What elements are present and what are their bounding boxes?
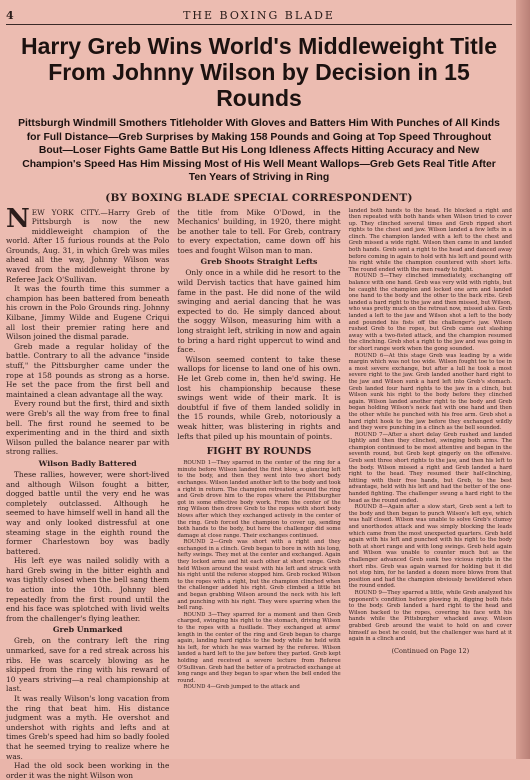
round-paragraph: ROUND 8—Again after a slow start, Greb sent a left to the body and then began to punch Wilson's left eye, which was half closed. Wilson was unable to solve Greb's clumsy and unorthodox attack and was simply blocking the leads which came from the most unexpected quarters. Greb held again with his left and punched with his right to the body both at short range and with long swings. Greb held again and Wilson was unable to counter much but as the challenger advanced Greb sunk two vicious rights in the short ribs. Greb was again warned for holding but it did not stop him, for he landed a dozen more blows from that position and had the champion obviously bewildered when the round ended.: [349, 504, 512, 590]
drop-cap: N: [6, 209, 30, 229]
column-1: [6, 208, 169, 780]
byline: (BY BOXING BLADE SPECIAL CORRESPONDENT): [6, 192, 512, 204]
paragraph: It was really Wilson's long vacation from the ring that beat him. His distance judgment was a myth. He overshot and undershot with rights and lefts and at times Greb's speed had him so badly fooled that he seemed trying to realize where he was.: [6, 694, 169, 761]
round-paragraph: ROUND 6—At this stage Greb was leading by a wide margin which was not too wide. Wilson fought toe to toe in a most severe exchange, but after a lull he took a most severe right to the jaw. Greb landed another hard right to the jaw and Wilson sunk a hard left into Greb's stomach. Greb landed four hard rights to the jaw in a clinch, but Wilson sunk his right to the body before they clinched again. Wilson landed another right to the body and Greb began holding Wilson's neck fast with one hand and then the other while he punched with his free arm. Greb shot a hard right hook to the jaw before they exchanged wildly and they were punching in a clinch as the bell sounded.: [349, 353, 512, 432]
page-number: 4: [6, 9, 146, 22]
paragraph: the title from Mike O'Dowd, in the Mechanics' building, in 1920, there might be another tale to tell. For Greb, contrary to every expectation, came down off his toes and fought Wilson man to man.: [177, 208, 340, 256]
deck: Pittsburgh Windmill Smothers Titleholder With Gloves and Batters Him With Punches of All Kinds for Full Distance—Greb Surprises by Making 158 Pounds and Going at Top Speed Throughout Bout—Loser Fights Game Battle But His Long Idleness Affects Hitting Accuracy and New Champion's Speed Has Him Missing Most of His Well Meant Wallops—Greb Gets Real Title After Ten Years of Striving in Ring: [14, 117, 504, 185]
paragraph: Wilson seemed content to take these wallops for license to land one of his own. He let Greb come in, then he'd swing. He lost his championship because these swings went wide of their mark. It is doubtful if five of them landed solidly in the 15 rounds, while Greb, notoriously a weak hitter, was blistering in rights and lefts that piled up his mountain of points.: [177, 355, 340, 441]
round-paragraph: ROUND 1—They sparred in the center of the ring for a minute before Wilson landed the first blow, a glancing left to the body, and then they went into two short body exchanges. Wilson landed another left to the body and took a right in return. The champion retreated around the ring and Greb drove him to the ropes where the Pittsburgher got in some effective body work. From the center of the ring Wilson then drove Greb to the ropes with short body blows after which they exchanged actively in the center of the ring. Greb forced the champion to cover up, sending both hands to the body, but here the challenger did some damage at close range. Their exchanges continued.: [177, 460, 340, 539]
round-paragraph: ROUND 5—They clinched immediately, exchanging off balance with one hand. Greb was very wild with rights, but he caught the champion and locked one arm and landed one hand to the body and the other to the back ribs. Greb landed a hard right to the jaw and then missed, but Wilson, who was pretty much on the retreat now, missed also. Greb landed a left to the jaw and Wilson shot a left to the body and pounded his fists off the challenger's jaw. Wilson rushed Greb to the ropes, but Greb came out slashing away with a two-fisted attack, and the champion resumed the clinching. Greb shot a right to the jaw and was going in for short range work when the gong sounded.: [349, 273, 512, 352]
page-binding-edge: [516, 0, 530, 759]
round-paragraph: ROUND 4—Greb jumped to the attack and: [177, 684, 340, 691]
paragraph: Greb made a regular holiday of the battle. Contrary to all the advance "inside stuff," the Pittsburgher came under the rope at 158 pounds as strong as a horse. He set the pace from the first bell and maintained a clean advantage all the way.: [6, 342, 169, 400]
column-3: [349, 208, 512, 780]
round-paragraph: ROUND 2—Greb was short with a right and they exchanged in a clinch. Greb began to bore in with his long, hefty swings. They met at the center and exchanged. Again they locked arms and hit each other at short range. Greb held Wilson around the waist with his left and struck with his right until the referee stopped him. Greb rocked Wilson to the ropes with a right, but the champion clinched when the challenger added his right. Greb climbed a little bit and began grabbing Wilson around the neck with his left and punching with his right. They were sparring when the bell rang.: [177, 539, 340, 612]
paragraph: Had the old sock been working in the order it was the night Wilson won: [6, 761, 169, 780]
round-paragraph: ROUND 7—After a short delay Greb rushed and landed lightly and then they clinched, swinging both arms. The champion continued to be most attentive and began in the seventh round, but Greb kept gingerly on the offensive. Greb sent three short rights to the jaw, and then his left to the body. Wilson missed a right and Greb landed a hard right to the head. They resumed their half-clinching, hitting with their free hands, but Greb, to the best advantage, held with his left and had the better of the one-handed fighting. The challenger swung a hard right to the head as the round ended.: [349, 432, 512, 505]
page-header: [6, 6, 512, 25]
round-paragraph: landed both hands to the head. He blocked a right and then repeated with both hands when Wilson tried to cover up. They clinched several times and Greb ripped short rights to the chest and jaw. Wilson landed a few lefts in a clinch. The champion landed with a left to the chest and Greb missed a wide right. Wilson then came in and landed both hands. Greb sent a right to the head and danced away before coming in again to hold with his left and pound with his right while the champion countered with short lefts. The round ended with the men ready to fight.: [349, 208, 512, 274]
rounds-heading: FIGHT BY ROUNDS: [177, 445, 340, 458]
column-2: [177, 208, 340, 780]
paragraph: It was the fourth time this summer a champion has been battered from beneath his crown in the Polo Grounds ring. Johnny Kilbane, Jimmy Wilde and Eugene Criqui all lost their premier rating here and Wilson joined the dismal parade.: [6, 284, 169, 342]
article-columns: [6, 208, 512, 780]
subhead: Greb Shoots Straight Lefts: [177, 257, 340, 267]
round-paragraph: ROUND 9—They sparred a little, while Greb analyzed his opponent's condition before plowing in, digging both fists to the body. Greb landed a hard right to the head and Wilson backed to the ropes, covering his face with his hands while the Pittsburgher whacked away. Wilson grabbed Greb around the waist to hold on and cover himself as best he could, but the challenger was hard at it again in a clinch and: [349, 590, 512, 643]
subhead: Greb Unmarked: [6, 625, 169, 635]
magazine-title: THE BOXING BLADE: [146, 9, 512, 22]
continued-note: (Continued on Page 12): [349, 647, 512, 655]
paragraph: Greb, on the contrary left the ring unmarked, save for a red streak across his ribs. He was scarcely blowing as he skipped from the ring with his reward of 10 years striving—a real championship at last.: [6, 636, 169, 694]
round-paragraph: ROUND 3—They sparred for a moment and then Greb charged, swinging his right to the stomach, driving Wilson to the ropes with a fusillade. They exchanged at arms' length in the center of the ring and Greb began to charge again, landing hard rights to the body while he held with his left, for which he was warned by the referee. Wilson landed a hard left to the jaw before they parted. Greb kept holding and received a severe lecture from Referee O'Sullivan. Greb had the better of a protracted exchange at long range and they began to spar when the bell ended the round.: [177, 612, 340, 685]
subhead: Wilson Badly Battered: [6, 459, 169, 469]
headline: Harry Greb Wins World's Middleweight Title From Johnny Wilson by Decision in 15 Rounds: [6, 33, 512, 111]
paragraph: His left eye was nailed solidly with a hard Greb swing in the bitter eighth and was tightly closed when the bell sang them to action into the 10th. Johnny bled repeatedly from the first round until the end his face was splotched with livid welts from the challenger's flying leather.: [6, 556, 169, 623]
paragraph: Every round but the first, third and sixth were Greb's all the way from free to final bell. The first round he seemed to be experimenting and in the third and sixth Wilson pulled the balance nearer par with strong rallies.: [6, 399, 169, 457]
lead-paragraph: NEW YORK CITY.—Harry Greb of Pittsburgh is now the new middleweight champion of the world. After 15 furious rounds at the Polo Grounds, Aug. 31, in which Greb was miles ahead all the way, Johnny Wilson was waved from the middleweight throne by Referee Jack O'Sullivan.: [6, 208, 169, 285]
paragraph: These rallies, however, were short-lived and although Wilson fought a bitter, dogged battle until the very end he was completely outclassed. Although he seemed to have himself well in hand all the way and only looked distressful at one steaming stage in the eighth round the former Charlestown boy was badly battered.: [6, 470, 169, 556]
paragraph: Only once in a while did he resort to the wild Dervish tactics that have gained him fame in the past. He did none of the wild swinging and aerial dancing that he was expected to do. He simply danced about the soggy Wilson, measuring him with a long straight left, striking in now and again to bring a hard right uppercut to wind and face.: [177, 268, 340, 354]
